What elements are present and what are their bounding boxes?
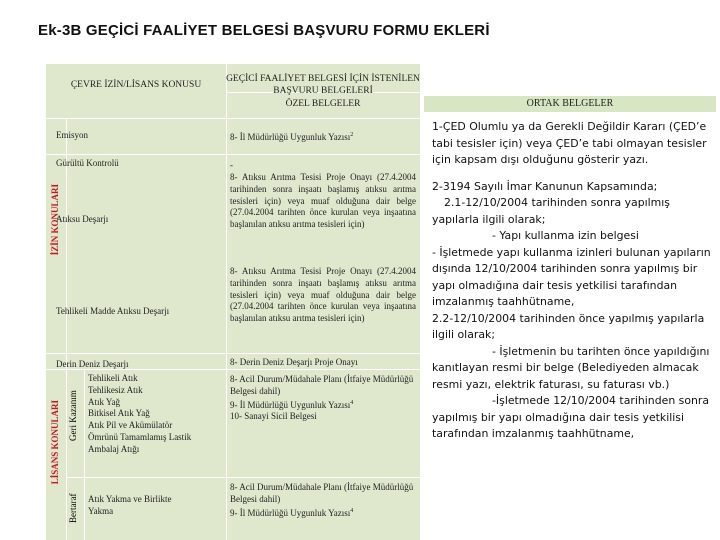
table-divider xyxy=(46,353,420,354)
list-item: 10- Sanayi Sicil Belgesi xyxy=(230,411,317,422)
ortak-belgeler-text xyxy=(432,119,718,443)
atiksu-label: Atıksu Deşarjı xyxy=(56,214,109,224)
list-item: 8- Acil Durum/Müdahale Planı (İtfaiye Müdürlüğü Belgesi dahil) xyxy=(230,482,414,504)
list-item: Ambalaj Atığı xyxy=(88,443,140,454)
ortak-item: - Yapı kullanma izin belgesi xyxy=(492,229,639,242)
emisyon-belge xyxy=(230,130,416,144)
lisans-konulari-label: LİSANS KONULARI xyxy=(50,400,60,485)
tehlikeli-madde-label: Tehlikeli Madde Atıksu Deşarjı xyxy=(56,306,170,316)
list-item: Tehlikeli Atık xyxy=(88,373,138,383)
table-divider xyxy=(46,154,420,155)
page-title: Ek-3B GEÇİCİ FAALİYET BELGESİ BAŞVURU FORMU EKLERİ xyxy=(38,22,490,39)
table-divider xyxy=(66,118,67,540)
ortak-item: - İşletmede yapı kullanma izinleri bulunan yapıların dışında 12/10/2004 tarihinden sonra yapılmış bir yapı olmadığına dair tesis yetkilisi tarafından imzalanmış taahhütname, xyxy=(432,245,711,308)
table-divider xyxy=(84,369,85,540)
list-item: Atık Pil ve Akümülatör xyxy=(88,420,173,431)
list-item xyxy=(230,506,416,520)
ortak-header: ORTAK BELGELER xyxy=(424,96,716,112)
geri-kazanim-label: Geri Kazanım xyxy=(68,390,78,442)
ortak-item: 2-3194 Sayılı İmar Kanunun Kapsamında; xyxy=(432,179,658,193)
tehlikeli-madde-belge: 8- Atıksu Arıtma Tesisi Proje Onayı (27.4.2004 tarihinden sonra inşaatı başlamış atıksu arıtma tesisleri için) veya muaf olduğuna dair belge (27.04.2004 tarihten önce kurulan veya inşaatına başlanılan atıksu arıtma tesisleri için) xyxy=(230,266,416,324)
table-divider xyxy=(46,118,420,119)
istenen-header: GEÇİCİ FAALİYET BELGESİ İÇİN İSTENİLEN BAŞVURU BELGELERİ xyxy=(226,74,420,96)
list-item-text: 9- İl Müdürlüğü Uygunluk Yazısı xyxy=(230,507,351,518)
list-item: 8- Acil Durum/Müdahale Planı (İtfaiye Müdürlüğü Belgesi dahil) xyxy=(230,374,414,396)
list-item: Tehlikesiz Atık xyxy=(88,384,143,395)
bertaraf-label: Bertaraf xyxy=(68,493,78,523)
geri-kazanim-belge xyxy=(230,374,416,423)
table-divider xyxy=(226,64,227,540)
list-item xyxy=(230,398,416,412)
footnote-mark: 4 xyxy=(350,507,354,514)
list-item: Atık Yağ xyxy=(88,396,121,407)
emisyon-label: Emisyon xyxy=(56,130,89,140)
derin-deniz-belge: 8- Derin Deniz Deşarjı Proje Onayı xyxy=(230,357,358,367)
table-divider xyxy=(66,477,420,478)
bertaraf-items: Atık Yakma ve Birlikte Yakma xyxy=(88,494,172,516)
ortak-item: -İşletmede 12/10/2004 tarihinden sonra yapılmış bir yapı olmadığına dair tesis yetkilisi tarafından imzalanmış taahhütname, xyxy=(432,394,710,440)
atiksu-belge: 8- Atıksu Arıtma Tesisi Proje Onayı (27.4.2004 tarihinden sonra inşaatı başlamış atıksu arıtma tesisleri için) veya muaf olduğuna dair belge (27.04.2004 tarihten önce kurulan veya inşaatına başlanılan atıksu arıtma tesisleri için) xyxy=(230,172,416,230)
izin-konulari-label: İZİN KONULARI xyxy=(50,184,60,256)
list-item: Ömrünü Tamamlamış Lastik xyxy=(88,431,192,442)
list-item: Bitkisel Atık Yağ xyxy=(88,408,150,419)
footnote-mark: 4 xyxy=(350,399,354,406)
list-item-text: 9- İl Müdürlüğü Uygunluk Yazısı xyxy=(230,399,351,410)
ortak-item: - İşletmenin bu tarihten önce yapıldığını kanıtlayan resmi bir belge (Belediyeden almacak resmi yazı, elektrik faturası, su faturası vb.) xyxy=(432,344,710,391)
requirements-table xyxy=(46,64,420,540)
geri-kazanim-list xyxy=(88,373,224,456)
ortak-item: 2.1-12/10/2004 tarihinden sonra yapılmış yapılarla ilgili olarak; xyxy=(432,196,670,226)
gurultu-belge: - xyxy=(230,160,233,170)
ortak-item: 2.2-12/10/2004 tarihinden önce yapılmış yapılarla ilgili olarak; xyxy=(432,311,705,341)
ozel-header: ÖZEL BELGELER xyxy=(285,99,361,109)
footnote-mark: 2 xyxy=(350,132,354,138)
bertaraf-belge xyxy=(230,482,416,519)
emisyon-belge-text: 8- İl Müdürlüğü Uygunluk Yazısı xyxy=(230,132,351,142)
derin-deniz-label: Derin Deniz Deşarjı xyxy=(56,359,129,369)
gurultu-label: Gürültü Kontrolü xyxy=(56,158,119,168)
konu-header: ÇEVRE İZİN/LİSANS KONUSU xyxy=(70,80,202,90)
ortak-item: 1-ÇED Olumlu ya da Gerekli Değildir Kararı (ÇED’e tabi tesisler için) veya ÇED’e tabi olmayan tesisler için kapsam dışı olduğunu gösterir yazı. xyxy=(432,120,707,166)
